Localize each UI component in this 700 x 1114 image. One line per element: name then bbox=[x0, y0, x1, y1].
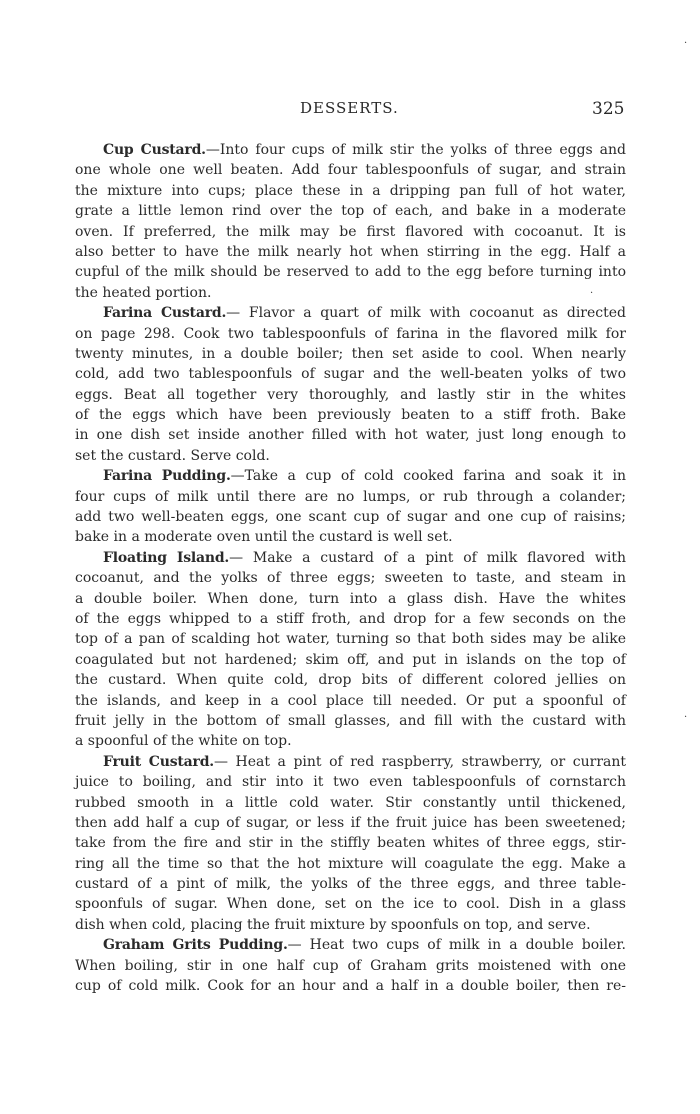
line-text: the islands, and keep in a cool place till needed. Or put a spoonful of bbox=[75, 692, 626, 709]
text-line bbox=[75, 527, 626, 547]
line-text: When boiling, stir in one half cup of Graham grits moistened with one bbox=[75, 957, 626, 974]
text-line bbox=[75, 262, 626, 282]
text-line bbox=[75, 405, 626, 425]
recipe-title: Farina Pudding. bbox=[103, 468, 231, 485]
text-line bbox=[75, 670, 626, 690]
line-text: also better to have the milk nearly hot when stirring in the egg. Half a bbox=[75, 243, 626, 260]
text-line bbox=[75, 242, 626, 262]
text-line bbox=[75, 711, 626, 731]
line-text: oven. If preferred, the milk may be first flavored with cocoanut. It is bbox=[75, 223, 626, 240]
line-text: — Make a custard of a pint of milk flavored with bbox=[229, 549, 626, 566]
line-text: on page 298. Cook two tablespoonfuls of farina in the flavored milk for bbox=[75, 325, 626, 342]
line-text: cupful of the milk should be reserved to add to the egg before turning into bbox=[75, 264, 626, 281]
line-text: —Into four cups of milk stir the yolks of three eggs and bbox=[205, 142, 627, 158]
line-text: grate a little lemon rind over the top of each, and bake in a moderate bbox=[75, 203, 626, 220]
line-text: one whole one well beaten. Add four tablespoonfuls of sugar, and strain bbox=[75, 162, 626, 179]
text-line bbox=[75, 303, 626, 323]
text-line bbox=[75, 466, 626, 486]
line-text: the mixture into cups; place these in a dripping pan full of hot water, bbox=[75, 182, 626, 199]
line-text: ring all the time so that the hot mixture will coagulate the egg. Make a bbox=[75, 855, 626, 872]
line-text: spoonfuls of sugar. When done, set on the ice to cool. Dish in a glass bbox=[75, 896, 626, 913]
line-text: — Heat a pint of red raspberry, strawberry, or currant bbox=[214, 753, 627, 770]
text-line bbox=[75, 813, 626, 833]
text-line bbox=[75, 629, 626, 649]
page-number: 325 bbox=[592, 99, 625, 119]
text-line bbox=[75, 385, 626, 405]
text-line bbox=[75, 894, 626, 914]
line-text: — Flavor a quart of milk with cocoanut as directed bbox=[226, 305, 626, 322]
line-text: cold, add two tablespoonfuls of sugar and the well-beaten yolks of two bbox=[75, 366, 626, 383]
line-text: cocoanut, and the yolks of three eggs; sweeten to taste, and steam in bbox=[75, 570, 626, 587]
text-line bbox=[75, 874, 626, 894]
text-line bbox=[75, 222, 626, 242]
text-line bbox=[75, 731, 626, 751]
text-line bbox=[75, 160, 626, 180]
recipe-title: Farina Custard. bbox=[103, 305, 227, 322]
text-line bbox=[75, 609, 626, 629]
line-text: a double boiler. When done, turn into a glass dish. Have the whites bbox=[75, 590, 626, 607]
scan-speck: · bbox=[684, 712, 688, 723]
text-line bbox=[75, 956, 626, 976]
text-line bbox=[75, 324, 626, 344]
line-text: top of a pan of scalding hot water, turning so that both sides may be alike bbox=[75, 631, 626, 648]
running-title: DESSERTS. bbox=[300, 99, 399, 117]
recipe-paragraph bbox=[75, 935, 626, 996]
line-text: rubbed smooth in a little cold water. Stir constantly until thickened, bbox=[75, 794, 626, 811]
scan-speck: · bbox=[590, 288, 594, 299]
text-line bbox=[75, 446, 626, 466]
line-text: fruit jelly in the bottom of small glasses, and fill with the custard with bbox=[75, 712, 626, 729]
recipe-title: Graham Grits Pudding. bbox=[103, 937, 288, 954]
line-text: bake in a moderate oven until the custard is well set. bbox=[75, 529, 453, 546]
line-text: set the custard. Serve cold. bbox=[75, 447, 270, 464]
line-text: cup of cold milk. Cook for an hour and a half in a double boiler, then re- bbox=[75, 978, 626, 995]
recipe-paragraph bbox=[75, 466, 626, 548]
recipe-paragraph bbox=[75, 752, 626, 936]
text-line bbox=[75, 915, 626, 935]
recipe-paragraph bbox=[75, 140, 626, 303]
recipe-paragraph bbox=[75, 548, 626, 752]
text-line bbox=[75, 364, 626, 384]
text-line bbox=[75, 691, 626, 711]
text-line bbox=[75, 344, 626, 364]
text-line bbox=[75, 201, 626, 221]
line-text: the custard. When quite cold, drop bits of different colored jellies on bbox=[75, 672, 626, 689]
text-line bbox=[75, 283, 626, 303]
scan-speck: · bbox=[684, 38, 688, 49]
text-line bbox=[75, 487, 626, 507]
text-line bbox=[75, 507, 626, 527]
recipe-title: Fruit Custard. bbox=[103, 753, 214, 770]
text-line bbox=[75, 772, 626, 792]
line-text: custard of a pint of milk, the yolks of the three eggs, and three table- bbox=[75, 876, 626, 893]
line-text: take from the fire and stir in the stiffly beaten whites of three eggs, stir- bbox=[75, 835, 626, 852]
line-text: juice to boiling, and stir into it two even tablespoonfuls of cornstarch bbox=[75, 774, 626, 791]
line-text: add two well-beaten eggs, one scant cup of sugar and one cup of raisins; bbox=[75, 509, 626, 526]
text-line bbox=[75, 140, 626, 160]
recipe-paragraph bbox=[75, 303, 626, 466]
line-text: the heated portion. bbox=[75, 284, 212, 301]
text-line bbox=[75, 976, 626, 996]
line-text: then add half a cup of sugar, or less if the fruit juice has been sweetened; bbox=[75, 814, 626, 831]
recipe-title: Cup Custard. bbox=[103, 142, 206, 158]
line-text: a spoonful of the white on top. bbox=[75, 733, 292, 750]
line-text: — Heat two cups of milk in a double boiler. bbox=[287, 937, 627, 954]
text-line bbox=[75, 548, 626, 568]
page-header bbox=[0, 99, 700, 121]
text-line bbox=[75, 935, 626, 955]
text-line bbox=[75, 793, 626, 813]
text-line bbox=[75, 650, 626, 670]
line-text: coagulated but not hardened; skim off, and put in islands on the top of bbox=[75, 651, 626, 668]
line-text: four cups of milk until there are no lumps, or rub through a colander; bbox=[75, 488, 626, 505]
line-text: of the eggs whipped to a stiff froth, and drop for a few seconds on the bbox=[75, 610, 626, 627]
text-line bbox=[75, 181, 626, 201]
text-line bbox=[75, 425, 626, 445]
recipe-title: Floating Island. bbox=[103, 549, 230, 566]
text-line bbox=[75, 589, 626, 609]
line-text: eggs. Beat all together very thoroughly, and lastly stir in the whites bbox=[75, 386, 626, 403]
line-text: twenty minutes, in a double boiler; then set aside to cool. When nearly bbox=[75, 345, 626, 362]
text-line bbox=[75, 833, 626, 853]
line-text: in one dish set inside another filled with hot water, just long enough to bbox=[75, 427, 626, 444]
line-text: of the eggs which have been previously beaten to a stiff froth. Bake bbox=[75, 407, 626, 424]
text-line bbox=[75, 752, 626, 772]
line-text: —Take a cup of cold cooked farina and soak it in bbox=[230, 468, 626, 485]
text-line bbox=[75, 854, 626, 874]
page-body bbox=[75, 140, 626, 996]
text-line bbox=[75, 568, 626, 588]
line-text: dish when cold, placing the fruit mixture by spoonfuls on top, and serve. bbox=[75, 916, 591, 933]
